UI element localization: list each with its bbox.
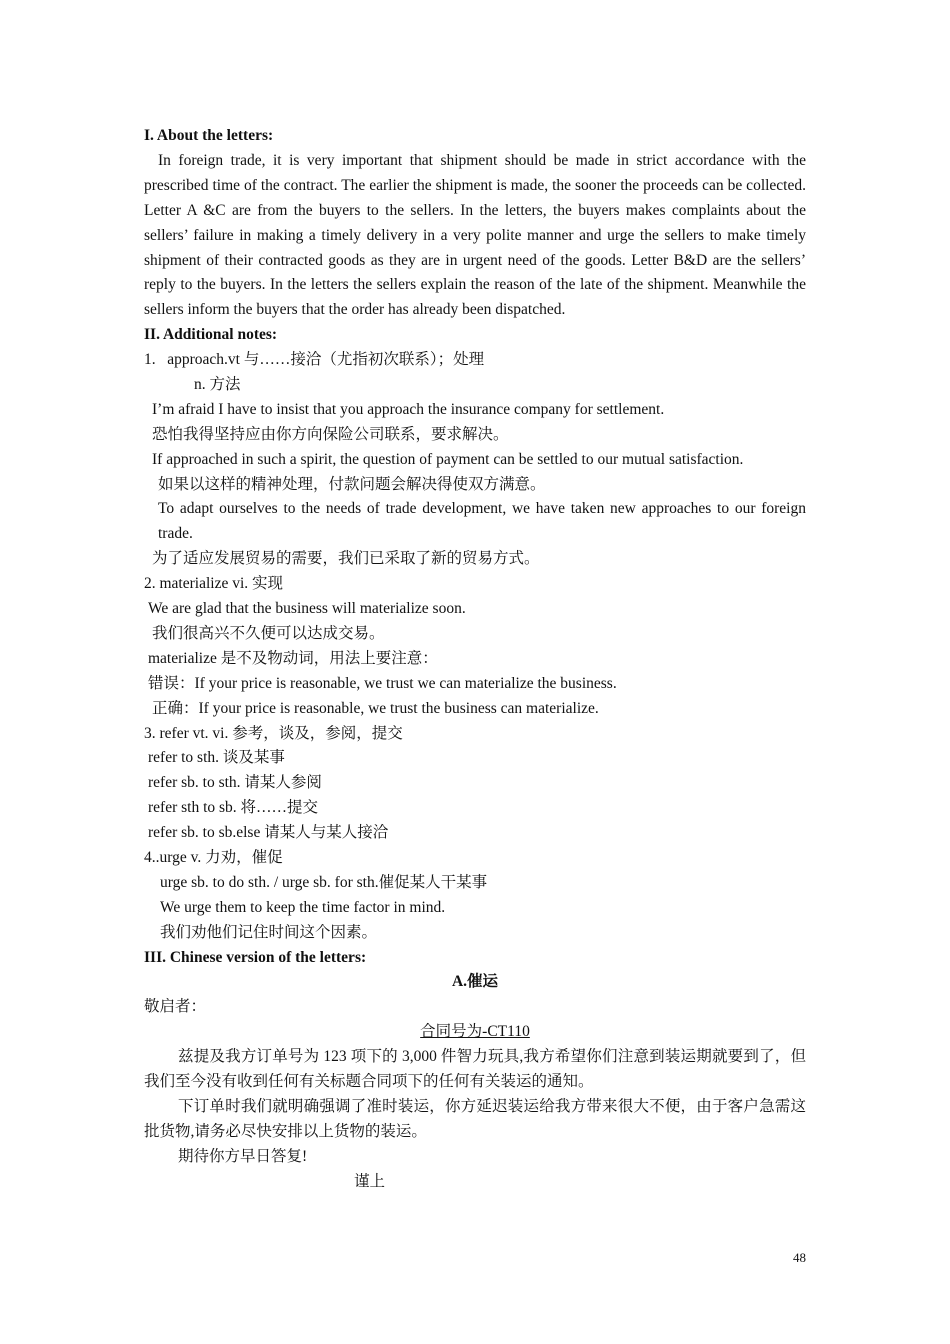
letter-closing: 谨上 (354, 1172, 386, 1190)
letter-subject (144, 1020, 806, 1045)
note-urge-example-cn: 我们劝他们记住时间这个因素。 (160, 923, 378, 941)
letter-title: A.催运 (451, 973, 499, 991)
note-approach-example-cn: 为了适应发展贸易的需要，我们已采取了新的贸易方式。 (152, 550, 540, 568)
note-approach-example-en: To adapt ourselves to the needs of trade development, we have taken new approaches to our foreign trade. (158, 500, 806, 543)
page-content (144, 124, 806, 1195)
note-refer-item: refer sb. to sth. 请某人参阅 (148, 774, 322, 792)
letter-paragraph: 期待你方早日答复! (178, 1147, 308, 1165)
note-materialize-right: 正确：If your price is reasonable, we trust the business can materialize. (152, 699, 599, 717)
letter-paragraph: 兹提及我方订单号为 123 项下的 3,000 件智力玩具,我方希望你们注意到装运期就要到了，但我们至今没有收到任何有关标题合同项下的任何有关装运的通知。 (144, 1048, 806, 1090)
letter-salutation: 敬启者： (144, 998, 207, 1016)
note-approach-example-en: I’m afraid I have to insist that you approach the insurance company for settlement. (152, 400, 665, 418)
note-approach-title: 1. approach.vt 与……接洽（尤指初次联系）；处理 (144, 351, 485, 369)
note-refer-item: refer to sth. 谈及某事 (148, 749, 285, 767)
note-refer-item: refer sth to sb. 将……提交 (148, 799, 319, 817)
note-materialize-example-en: We are glad that the business will materialize soon. (148, 600, 466, 618)
note-approach-example-cn: 如果以这样的精神处理，付款问题会解决得使双方满意。 (158, 475, 546, 493)
note-materialize-title: 2. materialize vi. 实现 (144, 575, 284, 593)
section-heading-chinese-version: III. Chinese version of the letters: (144, 948, 367, 966)
note-refer-title: 3. refer vt. vi. 参考，谈及，参阅，提交 (144, 724, 403, 742)
section-heading-about-letters: I. About the letters: (144, 127, 274, 144)
note-urge-example-en: We urge them to keep the time factor in mind. (160, 898, 446, 916)
letter-paragraph: 下订单时我们就明确强调了准时装运，你方延迟装运给我方带来很大不便，由于客户急需这批货物,请务必尽快安排以上货物的装运。 (144, 1097, 806, 1140)
note-urge-pattern: urge sb. to do sth. / urge sb. for sth.催促某人干某事 (160, 873, 488, 891)
note-refer-item: refer sb. to sb.else 请某人与某人接洽 (148, 824, 389, 842)
letter-subject-text: 合同号为-CT110 (420, 1023, 530, 1041)
note-materialize-wrong: 错误：If your price is reasonable, we trust we can materialize the business. (148, 674, 617, 692)
note-urge-title: 4..urge v. 力劝，催促 (144, 848, 283, 866)
note-approach-example-cn: 恐怕我得坚持应由你方向保险公司联系，要求解决。 (152, 425, 509, 443)
about-letters-paragraph: In foreign trade, it is very important that shipment should be made in strict accordance with the prescribed time of the contract. The earlier the shipment is made, the sooner the proceeds can be collected. Letter A &C are from the buyers to the sellers. In the letters, the buyers makes complaints about the sellers’ failure in making a timely delivery in a very polite manner and urge the sellers to make timely shipment of their contracted goods as they are in urgent need of the goods. Letter B&D are the sellers’ reply to the buyers. In the letters the sellers explain the reason of the late of the shipment. Meanwhile the sellers inform the buyers that the order has already been dispatched. (144, 151, 806, 319)
note-approach-example-en: If approached in such a spirit, the question of payment can be settled to our mutual satisfaction. (152, 450, 744, 468)
note-materialize-example-cn: 我们很高兴不久便可以达成交易。 (152, 624, 385, 642)
page-number: 48 (793, 1250, 806, 1265)
note-materialize-usage: materialize 是不及物动词，用法上要注意： (148, 649, 438, 667)
note-approach-noun: n. 方法 (194, 376, 241, 394)
section-heading-additional-notes: II. Additional notes: (144, 326, 278, 344)
